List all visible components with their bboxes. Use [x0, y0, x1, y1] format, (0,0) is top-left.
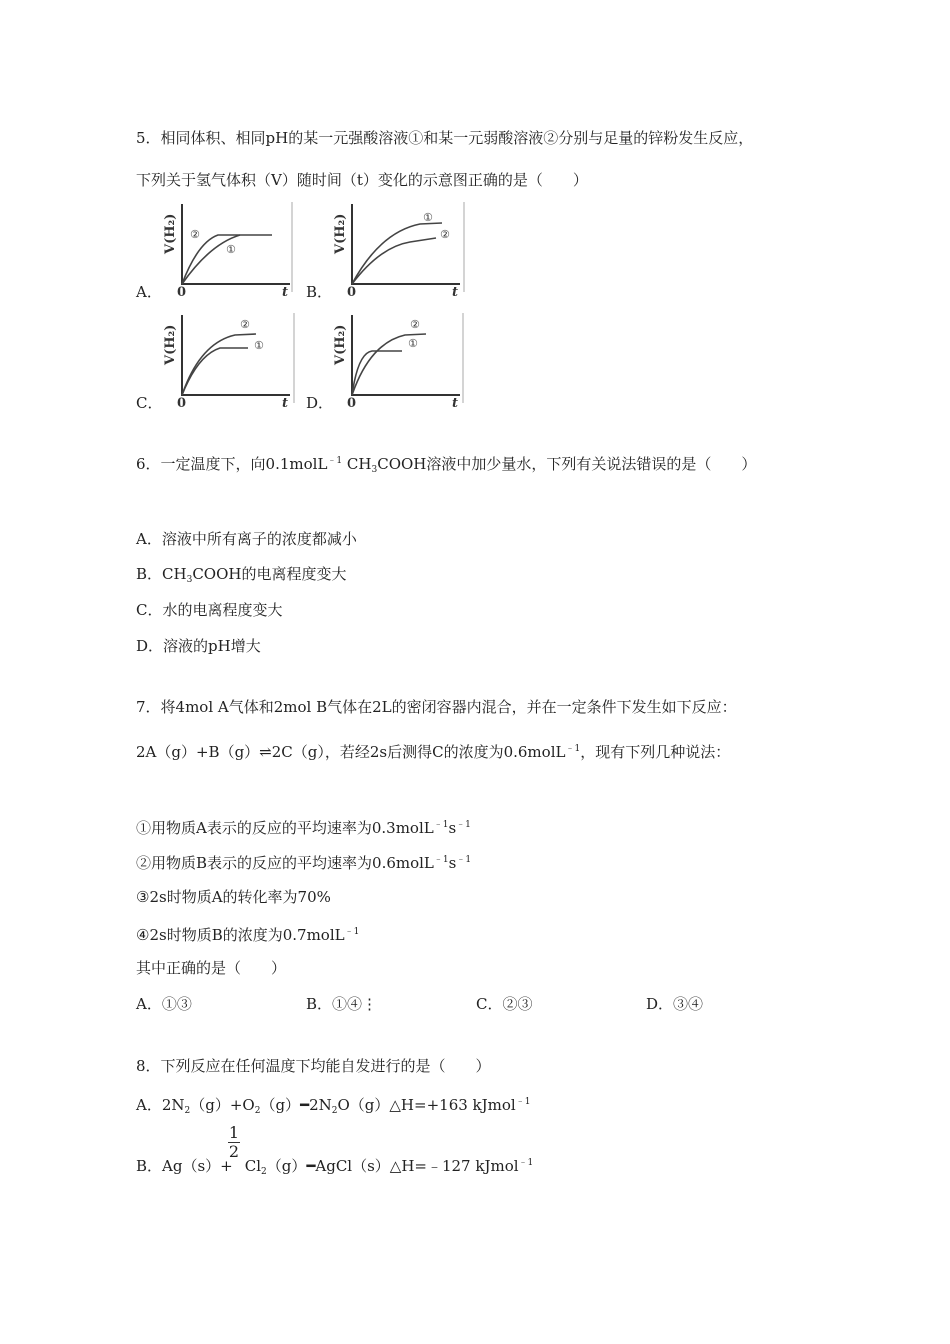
q6-option-c: C．水的电离程度变大: [136, 601, 283, 619]
q6-option-b: B．$CH_3COOH$的电离程度变大: [136, 565, 347, 585]
q5-a-curve-1-label: ①: [226, 243, 236, 256]
q7-stem-line2: 2A（g）+B（g）⇌2C（g），若经2s后测得C的浓度为0.6molL$^{﹣1}$，现有下列几种说法：: [136, 743, 731, 761]
q5-graph-b: [330, 202, 465, 301]
q5-stem-line2: 下列关于氢气体积（V）随时间（t）变化的示意图正确的是（ ）: [136, 171, 588, 189]
q5-d-curve-1-label: ①: [408, 337, 418, 350]
q5-a-y-label: V(H₂): [163, 213, 178, 254]
q7-option-a: A．①③: [136, 995, 192, 1013]
q7-option-b: B．①④⋮: [306, 995, 378, 1013]
q5-d-origin: 0: [347, 396, 357, 411]
q5-c-x-label: t: [282, 396, 289, 411]
q7-statement-2: ②用物质B表示的反应的平均速率为$0.6molL^{﹣1}s^{﹣1}$: [136, 854, 472, 872]
q5-b-y-label: V(H₂): [333, 213, 348, 254]
q5-graph-c: [160, 313, 295, 412]
q5-c-y-label: V(H₂): [163, 324, 178, 365]
q8-fraction-one-half: 1 2: [228, 1123, 240, 1161]
q5-b-curve-2-label: ②: [440, 228, 450, 241]
q5-d-x-label: t: [452, 396, 459, 411]
q6-option-d: D．溶液的pH增大: [136, 637, 261, 655]
q5-c-curve-1-label: ①: [254, 339, 264, 352]
q6-stem: 6．一定温度下，向0.1molL$^{﹣1}$ $CH_3COOH$溶液中加少量水，下列有关说法错误的是（ ）: [136, 455, 757, 475]
q7-statement-1: ①用物质A表示的反应的平均速率为$0.3molL^{﹣1}s^{﹣1}$: [136, 819, 471, 837]
q5-b-x-label: t: [452, 285, 459, 300]
q5-option-b-label: B．: [306, 283, 333, 301]
q5-d-curve-1: [352, 351, 402, 395]
q8-option-b: B．$Ag(s)+ Cl_2(g)━AgCl(s)\triangle H=﹣127$ kJmol$^{﹣1}$: [136, 1157, 534, 1177]
q7-ask: 其中正确的是（ ）: [136, 959, 287, 977]
q5-graph-a: [160, 202, 295, 301]
q5-d-curve-2-label: ②: [410, 318, 420, 331]
q7-option-c: C．②③: [476, 995, 533, 1013]
q8-option-a: A．$2N_2(g)+O_2(g)━2N_2O(g)\triangle H=+163$ kJmol$^{﹣1}$: [136, 1096, 531, 1116]
q5-b-curve-1: [352, 223, 442, 284]
q5-a-curve-2-label: ②: [190, 228, 200, 241]
q6-option-a: A．溶液中所有离子的浓度都减小: [136, 530, 357, 548]
q5-option-d-label: D．: [306, 394, 334, 412]
q7-statement-4: ④2s时物质B的浓度为0.7molL$^{﹣1}$: [136, 926, 360, 944]
q5-c-curve-2: [182, 334, 256, 395]
q5-option-a-label: A．: [136, 283, 162, 301]
q5-b-origin: 0: [347, 285, 357, 300]
q7-statement-3: ③2s时物质A的转化率为70%: [136, 888, 331, 906]
q5-a-origin: 0: [177, 285, 187, 300]
q7-stem-line1: 7．将4mol A气体和2mol B气体在2L的密闭容器内混合，并在一定条件下发生如下反应：: [136, 698, 737, 716]
q5-a-x-label: t: [282, 285, 289, 300]
q5-b-curve-1-label: ①: [423, 211, 433, 224]
q5-option-c-label: C．: [136, 394, 163, 412]
q5-c-origin: 0: [177, 396, 187, 411]
q5-d-y-label: V(H₂): [333, 324, 348, 365]
q5-b-curve-2: [352, 238, 436, 284]
q7-option-d: D．③④: [646, 995, 704, 1013]
q5-c-curve-2-label: ②: [240, 318, 250, 331]
q5-stem-line1: 5．相同体积、相同pH的某一元强酸溶液①和某一元弱酸溶液②分别与足量的锌粉发生反应，: [136, 129, 754, 147]
q5-graph-d: [330, 313, 465, 412]
q8-stem: 8．下列反应在任何温度下均能自发进行的是（ ）: [136, 1057, 491, 1075]
